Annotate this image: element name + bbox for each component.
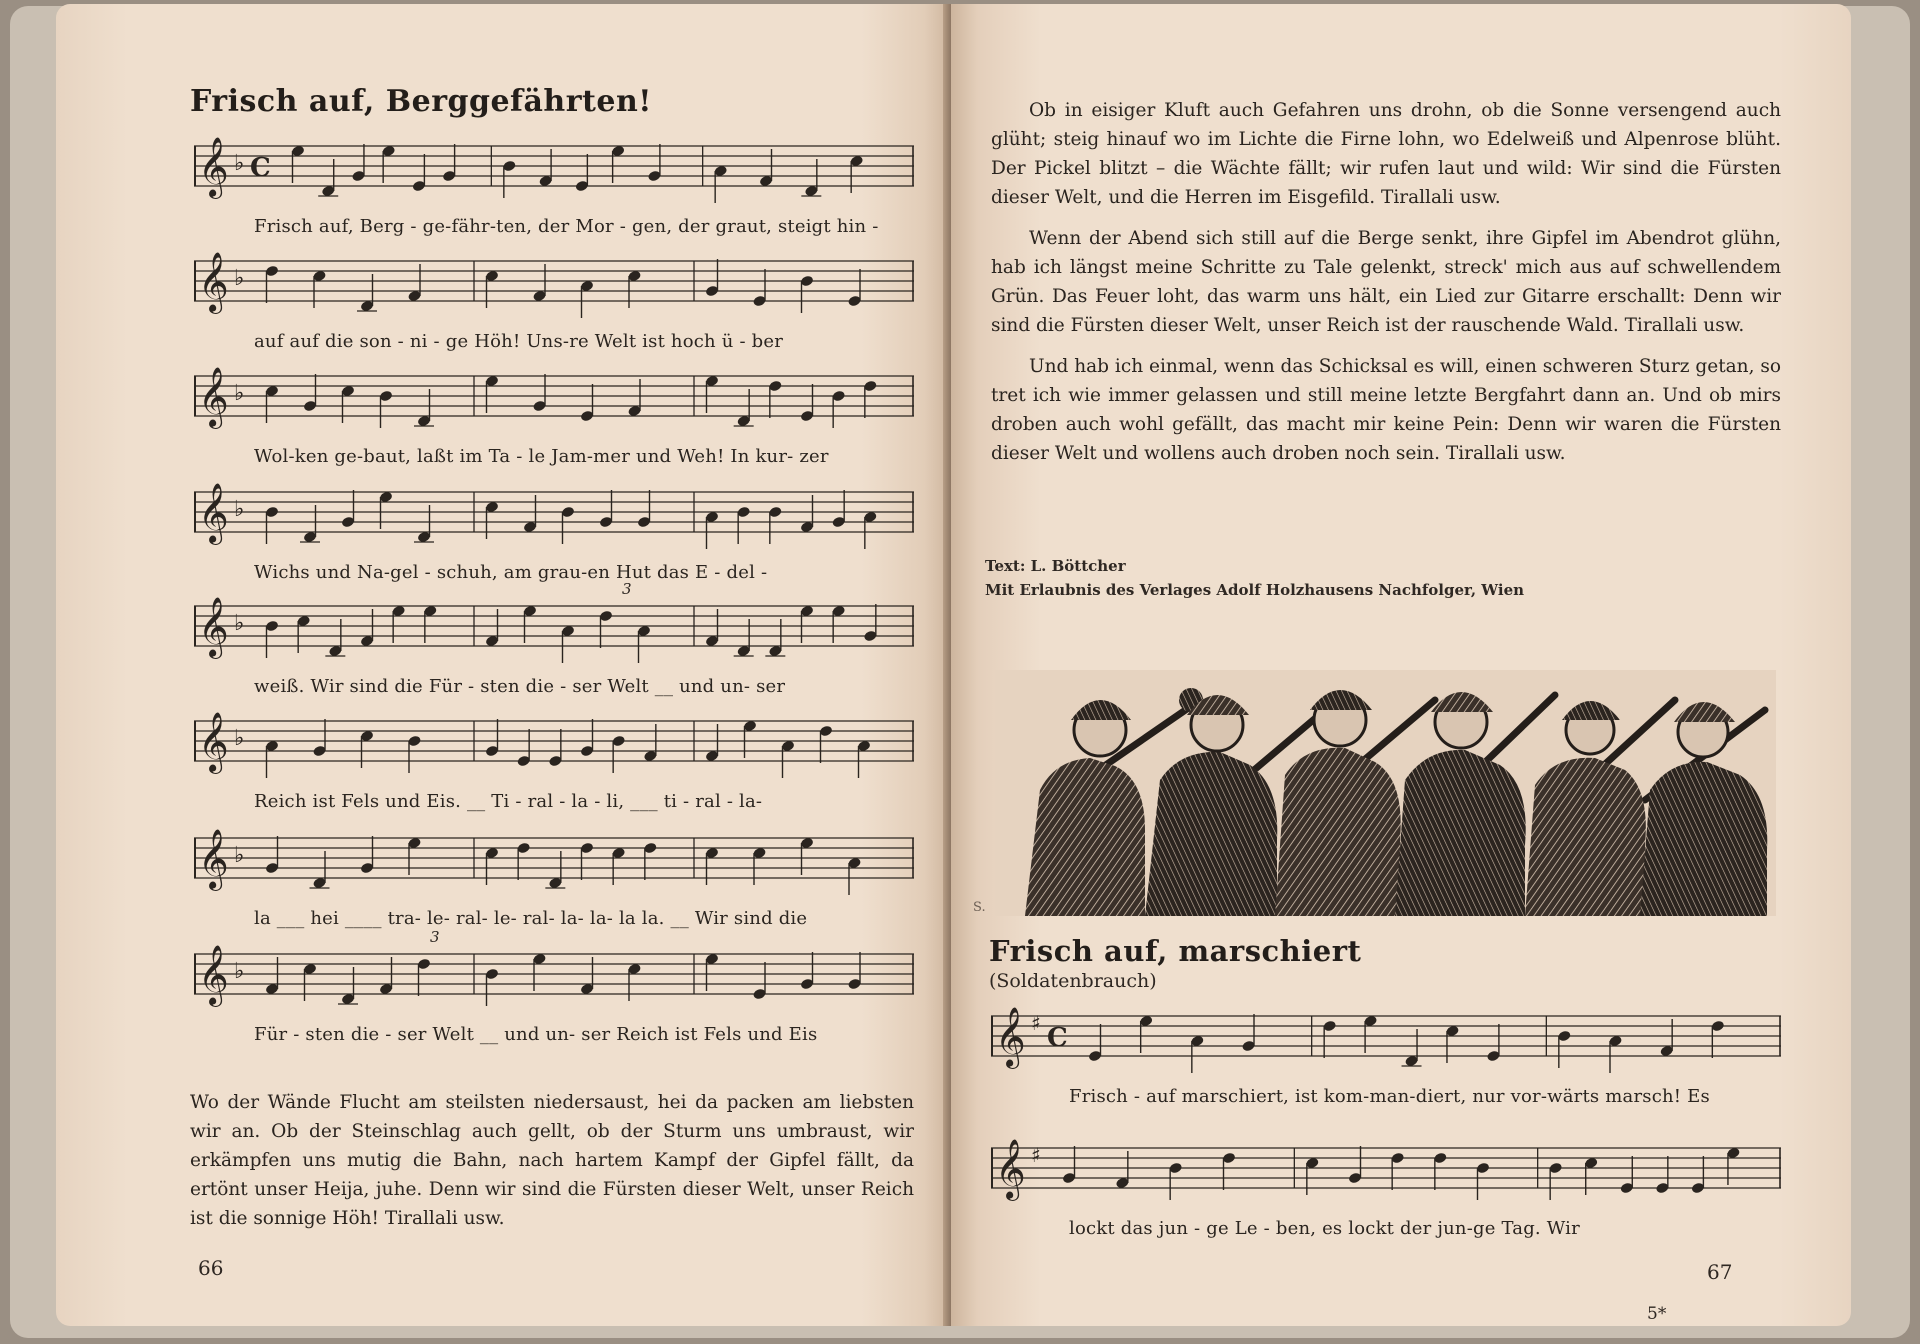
svg-text:𝄞: 𝄞 bbox=[995, 1007, 1026, 1067]
staff bbox=[194, 134, 914, 204]
lyric-line: weiß. Wir sind die Für - sten die - ser Welt __ und un- ser bbox=[254, 676, 786, 697]
song-title: Frisch auf, Berggefährten! bbox=[190, 84, 652, 119]
verse-paragraph: Und hab ich einmal, wenn das Schicksal es will, einen schweren Sturz getan, so tret ich wie immer gelassen und still meine letzte Bergfahrt dann an. Und ob mirs droben auch wohl gefällt, das macht mir keine Pein: Denn wir waren die Fürsten dieser Welt und wollens auch droben noch sein. Tirallali usw. bbox=[991, 356, 1781, 464]
right-page bbox=[951, 4, 1851, 1326]
svg-text:♭: ♭ bbox=[234, 266, 245, 291]
svg-text:♭: ♭ bbox=[234, 726, 245, 751]
staff-system bbox=[991, 1136, 1781, 1246]
page-number: 67 bbox=[1707, 1260, 1733, 1284]
staff-system bbox=[194, 249, 914, 359]
staff bbox=[194, 826, 914, 896]
staff-system bbox=[194, 826, 914, 936]
lyric-line: Wichs und Na-gel - schuh, am grau-en Hut das E - del - bbox=[254, 562, 768, 583]
svg-text:♭: ♭ bbox=[234, 497, 245, 522]
verse-text bbox=[190, 1088, 914, 1245]
credits bbox=[985, 554, 1805, 602]
svg-text:♯: ♯ bbox=[1031, 1143, 1041, 1167]
staff bbox=[194, 364, 914, 434]
staff-system bbox=[194, 580, 914, 704]
staff bbox=[194, 480, 914, 550]
staff-system bbox=[194, 364, 914, 474]
svg-text:𝄞: 𝄞 bbox=[198, 712, 229, 772]
lyric-line: Für - sten die - ser Welt __ und un- ser Reich ist Fels und Eis bbox=[254, 1024, 818, 1045]
staff-system bbox=[194, 928, 914, 1052]
svg-text:𝄞: 𝄞 bbox=[198, 367, 229, 427]
staff-system bbox=[194, 709, 914, 819]
staff bbox=[194, 594, 914, 664]
woodcut-illustration bbox=[995, 670, 1776, 916]
verses-block bbox=[991, 96, 1781, 480]
lyric-line: la ___ hei ____ tra- le- ral- le- ral- la- la- la la. __ Wir sind die bbox=[254, 908, 808, 929]
left-page bbox=[56, 4, 951, 1326]
staff bbox=[194, 709, 914, 779]
staff bbox=[991, 1004, 1781, 1074]
staff-system bbox=[991, 1004, 1781, 1114]
svg-text:♭: ♭ bbox=[234, 151, 245, 176]
credit-author: Text: L. Böttcher bbox=[985, 557, 1126, 575]
lyric-line: Frisch auf, Berg - ge-fähr-ten, der Mor - gen, der graut, steigt hin - bbox=[254, 216, 879, 237]
verse-paragraph: Ob in eisiger Kluft auch Gefahren uns drohn, ob die Sonne versengend auch glüht; steig hinauf wo im Lichte die Firne lohn, wo Edelweiß und Alpenrose blüht. Der Pickel blitzt – die Wächte fällt; wir rufen laut und wild: Wir sind die Fürsten dieser Welt, und die Herren im Eisgefild. Tirallali usw. bbox=[991, 100, 1781, 208]
svg-text:𝄞: 𝄞 bbox=[198, 137, 229, 197]
svg-text:C: C bbox=[1047, 1023, 1068, 1053]
lyric-line: Frisch - auf marschiert, ist kom-man-diert, nur vor-wärts marsch! Es bbox=[1069, 1086, 1710, 1107]
svg-text:♭: ♭ bbox=[234, 611, 245, 636]
staff-system bbox=[194, 480, 914, 590]
svg-text:♭: ♭ bbox=[234, 959, 245, 984]
svg-text:𝄞: 𝄞 bbox=[995, 1139, 1026, 1199]
staff bbox=[194, 942, 914, 1012]
svg-text:𝄞: 𝄞 bbox=[198, 252, 229, 312]
credit-permission: Mit Erlaubnis des Verlages Adolf Holzhausens Nachfolger, Wien bbox=[985, 581, 1525, 599]
woodcut-signature: S. bbox=[973, 900, 986, 915]
svg-text:♯: ♯ bbox=[1031, 1011, 1041, 1035]
triplet-mark: 3 bbox=[622, 580, 632, 598]
svg-text:♭: ♭ bbox=[234, 381, 245, 406]
song2-title: Frisch auf, marschiert bbox=[989, 934, 1362, 968]
svg-text:𝄞: 𝄞 bbox=[198, 945, 229, 1005]
staff-system bbox=[194, 134, 914, 244]
svg-text:C: C bbox=[250, 153, 271, 183]
lyric-line: lockt das jun - ge Le - ben, es lockt der jun-ge Tag. Wir bbox=[1069, 1218, 1580, 1239]
staff bbox=[991, 1136, 1781, 1206]
verse-paragraph: Wenn der Abend sich still auf die Berge senkt, ihre Gipfel im Abendrot glühn, hab ich längst meine Schritte zu Tale gelenkt, streck' mich aus auf schwellendem Grün. Das Feuer loht, das warm uns hält, ein Lied zur Gitarre erschallt: Denn wir sind die Fürsten dieser Welt, unser Reich ist der rauschende Wald. Tirallali usw. bbox=[991, 228, 1781, 336]
signature-mark: 5* bbox=[1647, 1304, 1667, 1324]
svg-text:♭: ♭ bbox=[234, 843, 245, 868]
svg-text:𝄞: 𝄞 bbox=[198, 597, 229, 657]
page-number: 66 bbox=[198, 1256, 224, 1280]
lyric-line: Reich ist Fels und Eis. __ Ti - ral - la - li, ___ ti - ral - la- bbox=[254, 791, 763, 812]
lyric-line: Wol-ken ge-baut, laßt im Ta - le Jam-mer und Weh! In kur- zer bbox=[254, 446, 829, 467]
song2-subtitle: (Soldatenbrauch) bbox=[989, 970, 1157, 992]
verse-paragraph: Wo der Wände Flucht am steilsten niedersaust, hei da packen am liebsten wir an. Ob der Steinschlag auch gellt, ob der Sturm uns umbraust, wir erkämpfen uns mutig die Bahn, nach hartem Kampf der Gipfel fällt, da ertönt unser Heija, juhe. Denn wir sind die Fürsten dieser Welt, unser Reich ist die sonnige Höh! Tirallali usw. bbox=[190, 1092, 914, 1229]
svg-text:𝄞: 𝄞 bbox=[198, 483, 229, 543]
svg-text:𝄞: 𝄞 bbox=[198, 829, 229, 889]
lyric-line: auf auf die son - ni - ge Höh! Uns-re Welt ist hoch ü - ber bbox=[254, 331, 784, 352]
triplet-mark: 3 bbox=[430, 928, 440, 946]
staff bbox=[194, 249, 914, 319]
